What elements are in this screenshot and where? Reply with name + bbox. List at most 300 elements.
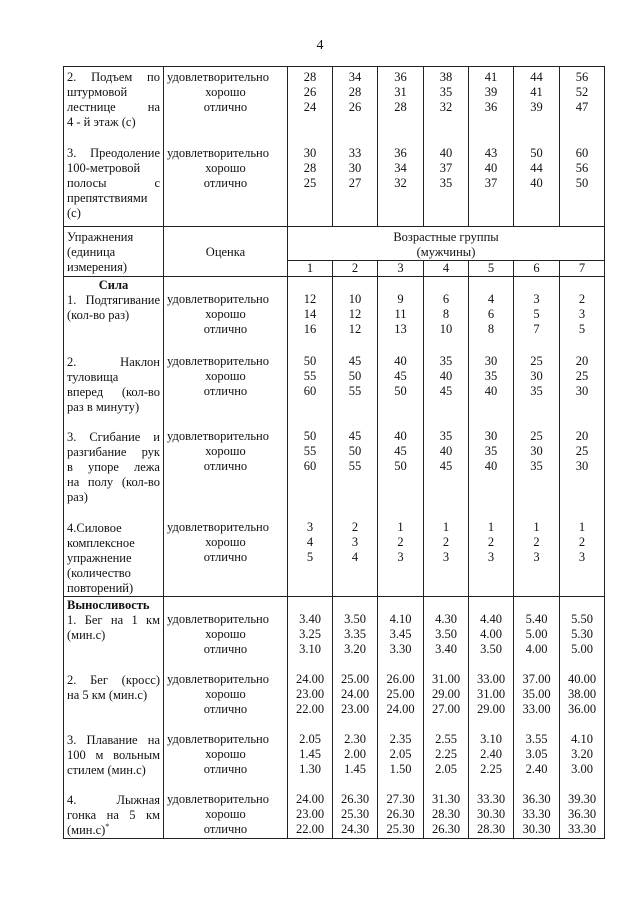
grade-label: хорошо bbox=[205, 627, 246, 641]
norm-value: 45 bbox=[439, 384, 453, 398]
norm-value: 3.05 bbox=[525, 747, 548, 761]
norm-value: 3.40 bbox=[299, 612, 321, 626]
value-cell-group-6 bbox=[514, 67, 560, 227]
norm-value: 30 bbox=[303, 146, 317, 160]
header-grade bbox=[164, 227, 288, 277]
norm-value: 3.45 bbox=[389, 627, 412, 641]
norm-value: 4 bbox=[306, 535, 314, 549]
norm-value: 33.00 bbox=[522, 702, 551, 716]
grade-label: удовлетворительно bbox=[167, 429, 269, 443]
norm-value: 36.00 bbox=[567, 702, 597, 716]
norm-value: 3.50 bbox=[435, 627, 457, 641]
norm-value: 40.00 bbox=[567, 672, 597, 686]
norm-value: 3.10 bbox=[480, 732, 502, 746]
exercise-name-line: раз) bbox=[67, 490, 88, 504]
grade-label: отлично bbox=[203, 762, 248, 776]
norm-value: 3.00 bbox=[571, 762, 593, 776]
norm-value: 28 bbox=[303, 161, 317, 175]
exercise-name-line: гонка на 5 км bbox=[67, 808, 160, 822]
age-group-number: 1 bbox=[288, 261, 333, 277]
norm-value: 26 bbox=[303, 85, 317, 99]
header-grade-label: Оценка bbox=[205, 245, 246, 259]
norm-value: 12 bbox=[348, 307, 362, 321]
norm-value: 33.30 bbox=[476, 792, 506, 806]
norm-value: 2 bbox=[578, 292, 586, 306]
norm-value: 28.30 bbox=[476, 822, 506, 836]
value-cell-group-7 bbox=[560, 597, 605, 839]
norm-value: 30 bbox=[348, 161, 362, 175]
exercise-name-line: на полу (кол-во bbox=[67, 475, 160, 489]
norm-value: 55 bbox=[303, 369, 317, 383]
norm-value: 2 bbox=[397, 535, 404, 549]
norm-value: 44 bbox=[530, 70, 543, 84]
norm-value: 40 bbox=[394, 354, 407, 368]
exercise-name-line: лестнице на bbox=[67, 100, 160, 114]
grade-label: хорошо bbox=[205, 807, 246, 821]
norm-value: 34 bbox=[394, 161, 407, 175]
header-exercise-line: Упражнения bbox=[67, 230, 134, 244]
norm-value: 40 bbox=[439, 146, 453, 160]
norm-value: 37.00 bbox=[522, 672, 551, 686]
exercise-name-line: 100-метровой bbox=[67, 161, 141, 175]
norm-value: 11 bbox=[394, 307, 407, 321]
exercise-row bbox=[64, 67, 605, 227]
grade-label: хорошо bbox=[205, 687, 246, 701]
value-cell-group-2 bbox=[333, 67, 378, 227]
norm-value: 26.30 bbox=[431, 822, 461, 836]
exercise-name-line: полосы с bbox=[67, 176, 160, 190]
norm-value: 30.30 bbox=[476, 807, 506, 821]
norm-value: 2 bbox=[442, 535, 450, 549]
norm-value: 50 bbox=[348, 444, 362, 458]
norm-value: 2.05 bbox=[299, 732, 321, 746]
exercise-name-line: 100 м вольным bbox=[67, 748, 160, 762]
norm-value: 3.35 bbox=[344, 627, 366, 641]
norm-value: 3 bbox=[487, 550, 495, 564]
norm-value: 29.00 bbox=[431, 687, 461, 701]
norm-value: 4.00 bbox=[525, 642, 548, 656]
grade-cell bbox=[164, 597, 288, 839]
grade-label: удовлетворительно bbox=[167, 792, 269, 806]
norm-value: 24 bbox=[303, 100, 317, 114]
norm-value: 3.55 bbox=[525, 732, 548, 746]
exercise-name-line: стилем (мин.с) bbox=[67, 763, 146, 777]
norm-value: 60 bbox=[575, 146, 589, 160]
norm-value: 5.30 bbox=[571, 627, 593, 641]
grade-label: удовлетворительно bbox=[167, 732, 269, 746]
norm-value: 7 bbox=[533, 322, 540, 336]
section-title: Сила bbox=[98, 278, 129, 292]
norm-value: 2.25 bbox=[435, 747, 457, 761]
norm-value: 1.45 bbox=[344, 762, 366, 776]
norm-value: 50 bbox=[530, 146, 543, 160]
norm-value: 2.35 bbox=[389, 732, 412, 746]
norm-value: 37 bbox=[484, 176, 498, 190]
norm-value: 40 bbox=[484, 384, 498, 398]
norm-value: 20 bbox=[575, 354, 589, 368]
norm-value: 36 bbox=[394, 146, 407, 160]
grade-label: удовлетворительно bbox=[167, 520, 269, 534]
norm-value: 56 bbox=[575, 70, 589, 84]
norm-value: 3.10 bbox=[299, 642, 321, 656]
value-cell-group-5 bbox=[469, 277, 514, 597]
norm-value: 25 bbox=[575, 369, 589, 383]
norm-value: 3 bbox=[578, 307, 586, 321]
norm-value: 33.30 bbox=[567, 822, 597, 836]
value-cell-group-1 bbox=[288, 597, 333, 839]
grade-label: отлично bbox=[203, 822, 248, 836]
norm-value: 24.00 bbox=[340, 687, 370, 701]
norm-value: 39.30 bbox=[567, 792, 597, 806]
norm-value: 50 bbox=[575, 176, 589, 190]
age-group-number: 6 bbox=[514, 261, 560, 277]
norm-value: 26.00 bbox=[386, 672, 415, 686]
norm-value: 55 bbox=[303, 444, 317, 458]
norm-value: 10 bbox=[348, 292, 362, 306]
norm-value: 16 bbox=[303, 322, 317, 336]
norm-value: 40 bbox=[484, 459, 498, 473]
value-cell-group-2 bbox=[333, 277, 378, 597]
norm-value: 2.05 bbox=[389, 747, 412, 761]
norm-value: 3 bbox=[397, 550, 404, 564]
norm-value: 4.30 bbox=[435, 612, 457, 626]
norm-value: 13 bbox=[394, 322, 407, 336]
norm-value: 5.00 bbox=[571, 642, 593, 656]
norm-value: 20 bbox=[575, 429, 589, 443]
grade-label: хорошо bbox=[205, 747, 246, 761]
value-cell-group-1 bbox=[288, 67, 333, 227]
norm-value: 12 bbox=[303, 292, 317, 306]
value-cell-group-3 bbox=[378, 67, 424, 227]
norm-value: 10 bbox=[439, 322, 453, 336]
norm-value: 40 bbox=[530, 176, 543, 190]
norm-value: 33 bbox=[348, 146, 362, 160]
norm-value: 1 bbox=[487, 520, 495, 534]
norm-value: 33.00 bbox=[476, 672, 506, 686]
norm-value: 2.40 bbox=[525, 762, 548, 776]
norm-value: 50 bbox=[303, 429, 317, 443]
age-groups-title: Возрастные группы bbox=[393, 230, 499, 244]
norm-value: 34 bbox=[348, 70, 362, 84]
norm-value: 5 bbox=[578, 322, 586, 336]
grade-label: отлично bbox=[203, 550, 248, 564]
norm-value: 3.40 bbox=[435, 642, 457, 656]
norm-value: 5 bbox=[306, 550, 314, 564]
norm-value: 35.00 bbox=[522, 687, 551, 701]
norm-value: 35 bbox=[530, 384, 543, 398]
norm-value: 52 bbox=[575, 85, 589, 99]
norm-value: 50 bbox=[394, 384, 407, 398]
value-cell-group-6 bbox=[514, 597, 560, 839]
norm-value: 3.50 bbox=[344, 612, 366, 626]
norm-value: 25.00 bbox=[386, 687, 415, 701]
norm-value: 40 bbox=[439, 369, 453, 383]
norm-value: 3.25 bbox=[299, 627, 321, 641]
norm-value: 12 bbox=[348, 322, 362, 336]
norm-value: 31 bbox=[394, 85, 407, 99]
norm-value: 2.05 bbox=[435, 762, 457, 776]
norm-value: 40 bbox=[394, 429, 407, 443]
norm-value: 1.45 bbox=[299, 747, 321, 761]
norm-value: 36.30 bbox=[567, 807, 597, 821]
norm-value: 23.00 bbox=[295, 807, 325, 821]
norm-value: 39 bbox=[530, 100, 543, 114]
norm-value: 1 bbox=[397, 520, 404, 534]
exercise-name-line: 3. Плавание на bbox=[67, 733, 160, 747]
norm-value: 29.00 bbox=[476, 702, 506, 716]
norm-value: 36.30 bbox=[522, 792, 551, 806]
grade-label: хорошо bbox=[205, 444, 246, 458]
grade-label: отлично bbox=[203, 100, 248, 114]
exercise-cell bbox=[64, 67, 164, 227]
exercise-name-line: 4.Силовое bbox=[67, 521, 122, 535]
norm-value: 2.00 bbox=[344, 747, 366, 761]
norm-value: 50 bbox=[348, 369, 362, 383]
norm-value: 3.20 bbox=[571, 747, 593, 761]
norm-value: 35 bbox=[439, 176, 453, 190]
value-cell-group-2 bbox=[333, 597, 378, 839]
norm-value: 2 bbox=[351, 520, 359, 534]
value-cell-group-4 bbox=[424, 67, 469, 227]
norm-value: 31.00 bbox=[431, 672, 461, 686]
exercise-name-line: (с) bbox=[67, 206, 81, 220]
norm-value: 3 bbox=[351, 535, 359, 549]
exercise-name-line: препятствиями bbox=[67, 191, 148, 205]
norm-value: 3.20 bbox=[344, 642, 366, 656]
grade-label: удовлетворительно bbox=[167, 354, 269, 368]
age-group-number: 4 bbox=[424, 261, 469, 277]
exercise-name-line: 2. Подъем по bbox=[67, 70, 160, 84]
exercise-name-line: на 5 км (мин.с) bbox=[67, 688, 148, 702]
exercise-name-line: упражнение bbox=[67, 551, 132, 565]
norm-value: 45 bbox=[394, 369, 407, 383]
norm-value: 4.00 bbox=[480, 627, 502, 641]
norm-value: 24.00 bbox=[295, 792, 325, 806]
grade-label: хорошо bbox=[205, 307, 246, 321]
norm-value: 26 bbox=[348, 100, 362, 114]
grade-label: удовлетворительно bbox=[167, 672, 269, 686]
section-endurance bbox=[64, 597, 605, 839]
norm-value: 25 bbox=[303, 176, 317, 190]
norm-value: 44 bbox=[530, 161, 543, 175]
norm-value: 47 bbox=[575, 100, 589, 114]
norm-value: 45 bbox=[439, 459, 453, 473]
exercise-name-line: (мин.с) bbox=[67, 628, 106, 642]
norm-value: 23.00 bbox=[340, 702, 370, 716]
norm-value: 41 bbox=[530, 85, 543, 99]
value-cell-group-7 bbox=[560, 277, 605, 597]
norm-value: 25 bbox=[575, 444, 589, 458]
header-exercise-line: измерения) bbox=[67, 260, 127, 274]
exercise-name-line: раз в минуту) bbox=[67, 400, 140, 414]
norm-value: 28.30 bbox=[431, 807, 461, 821]
norm-value: 28 bbox=[348, 85, 362, 99]
norm-value: 3 bbox=[533, 292, 540, 306]
norm-value: 24.30 bbox=[340, 822, 370, 836]
value-cell-group-3 bbox=[378, 597, 424, 839]
exercise-cell bbox=[64, 277, 164, 597]
grade-label: отлично bbox=[203, 176, 248, 190]
value-cell-group-3 bbox=[378, 277, 424, 597]
norm-value: 39 bbox=[484, 85, 498, 99]
norm-value: 30 bbox=[575, 459, 589, 473]
grade-label: хорошо bbox=[205, 369, 246, 383]
value-cell-group-4 bbox=[424, 597, 469, 839]
norm-value: 36 bbox=[484, 100, 498, 114]
exercise-name-line: 1. Подтягивание bbox=[67, 293, 160, 307]
exercise-name-line: туловища bbox=[67, 370, 119, 384]
norm-value: 45 bbox=[348, 429, 362, 443]
norm-value: 1.30 bbox=[299, 762, 321, 776]
norm-value: 2.25 bbox=[480, 762, 502, 776]
norm-value: 24.00 bbox=[295, 672, 325, 686]
section-title: Выносливость bbox=[67, 598, 150, 612]
norm-value: 4.10 bbox=[389, 612, 412, 626]
value-cell-group-5 bbox=[469, 67, 514, 227]
norm-value: 30 bbox=[530, 444, 543, 458]
norm-value: 25.30 bbox=[340, 807, 370, 821]
norm-value: 40 bbox=[484, 161, 498, 175]
norm-value: 22.00 bbox=[295, 702, 325, 716]
norm-value: 60 bbox=[303, 384, 317, 398]
grade-label: хорошо bbox=[205, 161, 246, 175]
norm-value: 55 bbox=[348, 459, 362, 473]
norm-value: 1 bbox=[533, 520, 540, 534]
norm-value: 14 bbox=[303, 307, 317, 321]
grade-cell bbox=[164, 67, 288, 227]
exercise-name-line: разгибание рук bbox=[67, 445, 160, 459]
section-strength bbox=[64, 277, 605, 597]
norm-value: 27 bbox=[348, 176, 362, 190]
grade-label: отлично bbox=[203, 322, 248, 336]
norm-value: 2.40 bbox=[480, 747, 502, 761]
grade-label: удовлетворительно bbox=[167, 292, 269, 306]
norm-value: 27.00 bbox=[431, 702, 461, 716]
norm-value: 32 bbox=[439, 100, 453, 114]
norm-value: 28 bbox=[394, 100, 407, 114]
norm-value: 5.40 bbox=[525, 612, 548, 626]
norm-value: 8 bbox=[487, 322, 495, 336]
norm-value: 45 bbox=[394, 444, 407, 458]
norm-value: 50 bbox=[303, 354, 317, 368]
norm-value: 4.10 bbox=[571, 732, 593, 746]
norm-value: 22.00 bbox=[295, 822, 325, 836]
exercise-name-line: 2. Бег (кросс) bbox=[67, 673, 160, 687]
grade-label: удовлетворительно bbox=[167, 146, 269, 160]
norm-value: 27.30 bbox=[386, 792, 415, 806]
exercise-name-line: (кол-во раз) bbox=[67, 308, 130, 322]
grade-label: удовлетворительно bbox=[167, 612, 269, 626]
exercise-name-line: в упоре лежа bbox=[67, 460, 160, 474]
age-group-number: 7 bbox=[560, 261, 605, 277]
norm-value: 9 bbox=[397, 292, 404, 306]
norm-value: 26.30 bbox=[386, 807, 415, 821]
norm-value: 31.30 bbox=[431, 792, 461, 806]
standards-table bbox=[63, 66, 605, 839]
norm-value: 4 bbox=[487, 292, 495, 306]
norm-value: 32 bbox=[394, 176, 407, 190]
norm-value: 6 bbox=[442, 292, 450, 306]
norm-value: 3 bbox=[442, 550, 450, 564]
age-groups-subtitle: (мужчины) bbox=[416, 245, 476, 259]
norm-value: 1.50 bbox=[389, 762, 412, 776]
norm-value: 30.30 bbox=[522, 822, 551, 836]
norm-value: 1 bbox=[578, 520, 586, 534]
grade-label: хорошо bbox=[205, 85, 246, 99]
norm-value: 33.30 bbox=[522, 807, 551, 821]
norm-value: 26.30 bbox=[340, 792, 370, 806]
norm-value: 5.00 bbox=[525, 627, 548, 641]
norm-value: 35 bbox=[439, 85, 453, 99]
norm-value: 30 bbox=[484, 429, 498, 443]
exercise-name-line: комплексное bbox=[67, 536, 135, 550]
exercise-name-line: 3. Преодоление bbox=[67, 146, 160, 160]
norm-value: 25 bbox=[530, 429, 543, 443]
exercise-name-line: 4. Лыжная bbox=[67, 793, 160, 807]
norm-value: 37 bbox=[439, 161, 453, 175]
norm-value: 56 bbox=[575, 161, 589, 175]
norm-value: 23.00 bbox=[295, 687, 325, 701]
norm-value: 45 bbox=[348, 354, 362, 368]
norm-value: 2 bbox=[578, 535, 586, 549]
norm-value: 3 bbox=[578, 550, 586, 564]
norm-value: 5.50 bbox=[571, 612, 593, 626]
norm-value: 2 bbox=[533, 535, 540, 549]
norm-value: 38 bbox=[439, 70, 453, 84]
norm-value: 2 bbox=[487, 535, 495, 549]
norm-value: 35 bbox=[530, 459, 543, 473]
norm-value: 38.00 bbox=[567, 687, 597, 701]
exercise-name-line: (мин.с) bbox=[67, 823, 106, 837]
header-age-groups bbox=[288, 227, 605, 261]
norm-value: 28 bbox=[303, 70, 317, 84]
grade-label: хорошо bbox=[205, 535, 246, 549]
norm-value: 2.30 bbox=[344, 732, 366, 746]
norm-value: 2.55 bbox=[435, 732, 457, 746]
norm-value: 40 bbox=[439, 444, 453, 458]
exercise-name-line: штурмовой bbox=[67, 85, 128, 99]
grade-label: отлично bbox=[203, 459, 248, 473]
norm-value: 31.00 bbox=[476, 687, 506, 701]
footnote-mark: * bbox=[105, 821, 110, 831]
grade-label: удовлетворительно bbox=[167, 70, 269, 84]
norm-value: 6 bbox=[487, 307, 495, 321]
grade-label: отлично bbox=[203, 702, 248, 716]
exercise-name-line: 3. Сгибание и bbox=[67, 430, 160, 444]
norm-value: 8 bbox=[442, 307, 450, 321]
header-exercise bbox=[64, 227, 164, 277]
norm-value: 50 bbox=[394, 459, 407, 473]
norm-value: 41 bbox=[484, 70, 498, 84]
age-group-number: 3 bbox=[378, 261, 424, 277]
norm-value: 30 bbox=[575, 384, 589, 398]
value-cell-group-6 bbox=[514, 277, 560, 597]
norm-value: 55 bbox=[348, 384, 362, 398]
exercise-cell bbox=[64, 597, 164, 839]
exercise-name-line: 1. Бег на 1 км bbox=[67, 613, 160, 627]
grade-label: отлично bbox=[203, 642, 248, 656]
norm-value: 3.30 bbox=[389, 642, 412, 656]
norm-value: 25.00 bbox=[340, 672, 370, 686]
norm-value: 4 bbox=[351, 550, 359, 564]
norm-value: 30 bbox=[530, 369, 543, 383]
norm-value: 24.00 bbox=[386, 702, 415, 716]
value-cell-group-7 bbox=[560, 67, 605, 227]
exercise-name-line: (количество bbox=[67, 566, 131, 580]
norm-value: 35 bbox=[439, 354, 453, 368]
header-exercise-line: (единица bbox=[67, 245, 116, 259]
header-row bbox=[64, 227, 605, 261]
